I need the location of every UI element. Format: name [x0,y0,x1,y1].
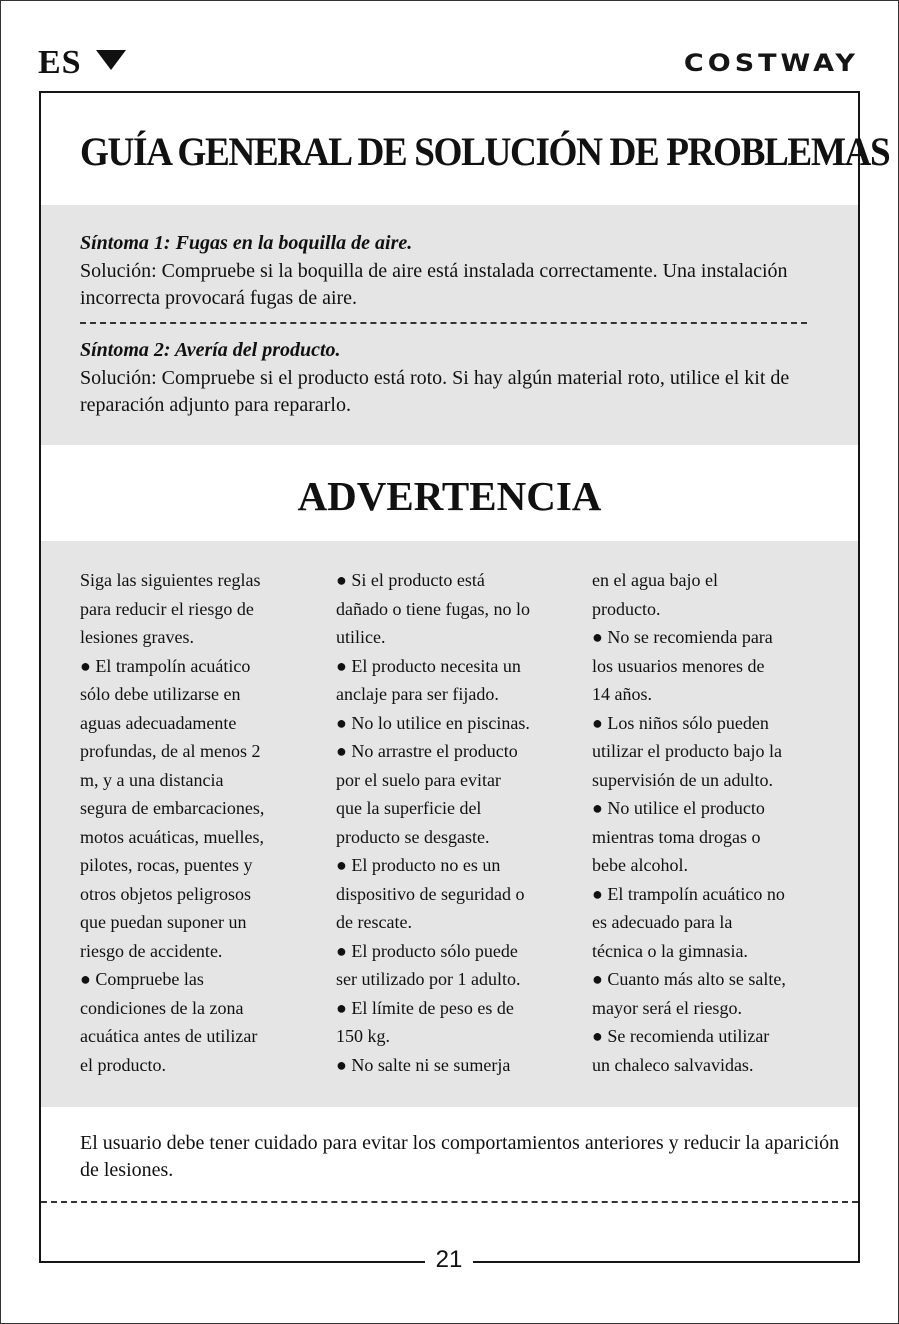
warning-line: mientras toma drogas o [592,826,761,847]
warning-line: ● Si el producto está [336,570,485,590]
warning-line: ● No se recomienda para [592,627,773,647]
warning-line: ● No salte ni se sumerja [336,1054,511,1075]
warning-line: ● El trampolín acuático no [592,883,785,904]
warning-line: ● El límite de peso es de [336,997,514,1018]
page-number: 21 [435,1246,463,1273]
warning-line: utilice. [336,627,386,647]
language-indicator [38,44,126,82]
warning-line: ● No arrastre el producto [336,741,518,761]
warning-line: riesgo de accidente. [80,940,223,961]
warning-line: sólo debe utilizarse en [80,684,241,704]
warning-line: los usuarios menores de [592,655,765,676]
brand-logo: COSTWAY [683,49,859,78]
language-code: ES [38,44,82,81]
symptom-1-title: Síntoma 1: Fugas en la boquilla de aire. [80,232,413,254]
warning-line: pilotes, rocas, puentes y [80,855,253,875]
warning-line: producto se desgaste. [336,826,490,847]
warning-line: ● El producto sólo puede [336,940,518,961]
warning-line: segura de embarcaciones, [80,798,265,818]
warning-column-2 [336,566,576,1079]
warning-line: ● No utilice el producto [592,798,765,818]
warning-line: dañado o tiene fugas, no lo [336,598,530,619]
warning-line: producto. [592,598,661,619]
warning-line: por el suelo para evitar [336,769,501,790]
symptom-1-solution: Solución: Compruebe si la boquilla de aire está instalada correctamente. Una instalación incorrecta provocará fugas de aire. [80,260,788,309]
warning-line: ● El producto necesita un [336,655,521,676]
warning-line: Siga las siguientes reglas [80,570,261,590]
triangle-down-icon [96,50,126,70]
warning-line: que puedan suponer un [80,912,247,932]
warning-line: 150 kg. [336,1026,390,1046]
closing-note: El usuario debe tener cuidado para evitar los comportamientos anteriores y reducir la aparición de lesiones. [80,1132,840,1181]
warning-line: técnica o la gimnasia. [592,940,748,961]
warning-line: aguas adecuadamente [80,712,237,733]
warning-line: ● El producto no es un [336,855,501,875]
warning-line: un chaleco salvavidas. [592,1054,754,1075]
warning-line: ● El trampolín acuático [80,655,251,676]
warning-line: el producto. [80,1054,166,1075]
warning-column-1 [80,566,310,1079]
warning-line: ser utilizado por 1 adulto. [336,969,521,989]
warning-line: utilizar el producto bajo la [592,741,782,761]
warning-column-3 [592,566,832,1079]
warning-title: ADVERTENCIA [297,473,602,519]
dashed-divider [41,1201,858,1203]
warning-line: motos acuáticas, muelles, [80,826,264,847]
page-title: GUÍA GENERAL DE SOLUCIÓN DE PROBLEMAS [80,129,890,174]
warning-line: mayor será el riesgo. [592,997,742,1018]
symptom-2-title: Síntoma 2: Avería del producto. [80,339,341,361]
warning-line: ● Cuanto más alto se salte, [592,969,786,989]
warning-line: para reducir el riesgo de [80,598,254,619]
warning-line: m, y a una distancia [80,769,224,790]
warning-line: es adecuado para la [592,912,733,932]
dashed-divider [80,322,807,324]
warning-line: ● Compruebe las [80,969,204,989]
warning-line: profundas, de al menos 2 [80,741,261,761]
warning-line: de rescate. [336,912,412,932]
warning-line: bebe alcohol. [592,855,688,875]
warning-line: otros objetos peligrosos [80,883,251,904]
symptom-2-solution: Solución: Compruebe si el producto está roto. Si hay algún material roto, utilice el kit de reparación adjunto para repararlo. [80,367,790,416]
warning-line: en el agua bajo el [592,570,718,590]
warning-line: dispositivo de seguridad o [336,883,525,904]
warning-line: lesiones graves. [80,627,194,647]
warning-line: que la superficie del [336,798,482,818]
warning-line: acuática antes de utilizar [80,1026,258,1046]
warning-line: ● Los niños sólo pueden [592,712,769,733]
warning-line: ● No lo utilice en piscinas. [336,712,530,733]
warning-line: condiciones de la zona [80,997,244,1018]
warning-line: anclaje para ser fijado. [336,684,499,704]
warning-line: 14 años. [592,684,652,704]
warning-line: supervisión de un adulto. [592,769,773,790]
footer-rule-left [41,1261,425,1263]
warning-line: ● Se recomienda utilizar [592,1026,770,1046]
footer-rule-right [473,1261,858,1263]
